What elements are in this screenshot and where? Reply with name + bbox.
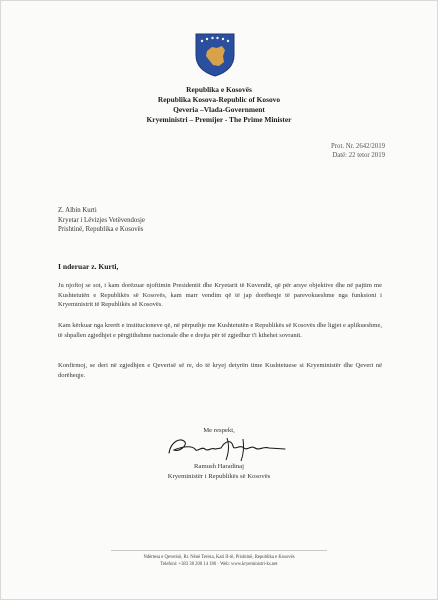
reference-block — [331, 142, 385, 160]
footer-address: Ndërtesa e Qeverisë, Rr. Nënë Tereza, Kati II-të, Prishtinë, Republika e Kosovës — [143, 555, 295, 560]
letter-page — [1, 1, 437, 599]
signatory-name: Ramush Haradinaj — [194, 463, 244, 470]
footer-divider — [111, 550, 327, 551]
body-paragraph-1: Ju njoftoj se sot, i kam dorëzuar njoftimin Presidentit dhe Kryetarit të Kuvendit, që për arsye objektive dhe në pajtim me Kushtetutën e Republikës së Kosovës, kam marr vendim që të jap dorëheqje të parevokueshme nga funksioni i Kryeministrit të Republikës së Kosovës. — [58, 282, 382, 309]
header-line-multilingual: Republika Kosova-Republic of Kosovo — [157, 95, 281, 104]
body-paragraph-2: Kam kërkuar nga krerët e institucioneve që, në përputhje me Kushtetutën e Republikës së Kosovës dhe ligjet e aplikueshme, të shpallen zgjedhjet e përgjithshme nacionale dhe e drejta për të zgjedhur t'i kthehet sovranit. — [58, 322, 382, 339]
closing-regards: Me respekt, — [203, 427, 235, 434]
letter-date: Datë: 22 tetor 2019 — [332, 152, 385, 159]
header-line-prime-minister: Kryeministri – Premijer - The Prime Minister — [146, 115, 292, 124]
salutation: I nderuar z. Kurti, — [58, 262, 119, 271]
signatory-title: Kryeministër i Republikës së Kosovës — [167, 473, 271, 480]
recipient-location: Prishtinë, Republika e Kosovës — [58, 226, 144, 234]
recipient-title: Kryetar i Lëvizjes Vetëvendosje — [58, 216, 145, 224]
header-line-government: Qeveria –Vlada-Government — [173, 105, 265, 114]
signature-icon — [161, 433, 299, 463]
recipient-block — [58, 206, 145, 235]
protocol-number: Prot. Nr. 2642/2019 — [331, 143, 385, 150]
footer-contact: Telefoni: +383 38 200 14 186 · Web: www.kryeministri-ks.net — [160, 562, 278, 567]
header-line-republic: Republika e Kosovës — [186, 85, 252, 94]
recipient-name: Z. Albin Kurti — [58, 207, 97, 214]
kosovo-coat-of-arms-icon — [193, 31, 237, 77]
body-paragraph-3: Konfirmoj, se deri në zgjedhjen e Qeverisë së re, do të kryej detyrën time Kushtetuese si Kryeministër dhe Qeveri në dorëheqje. — [58, 362, 382, 379]
